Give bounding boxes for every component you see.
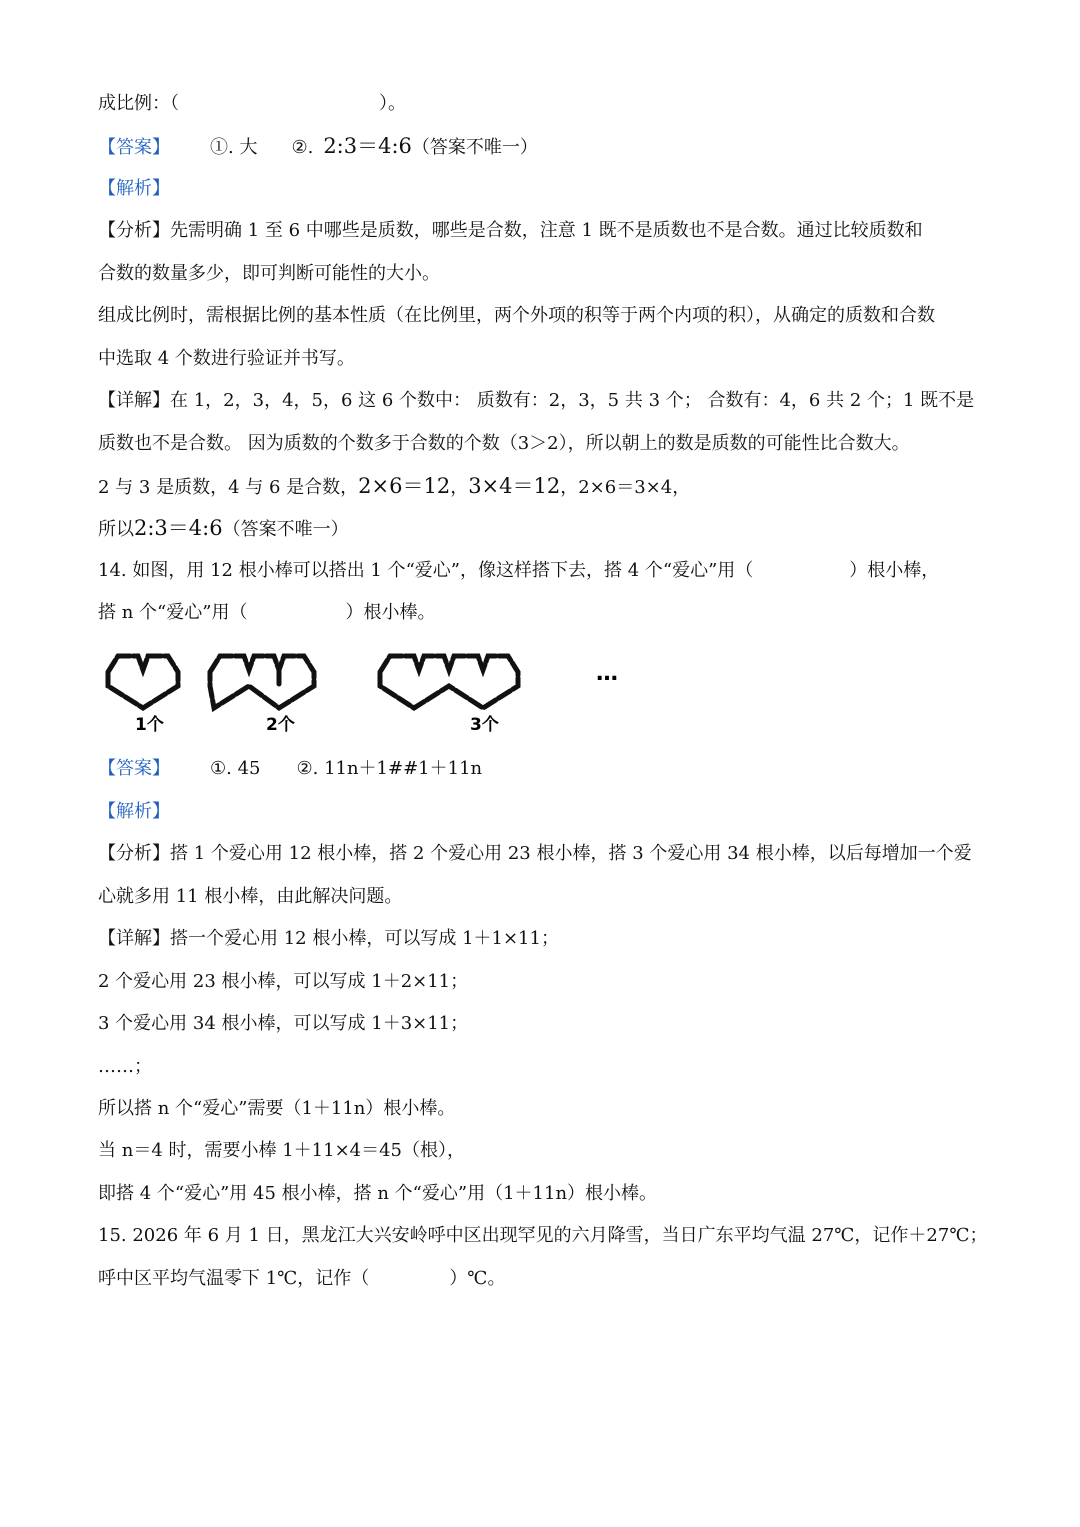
question-14-line2: 搭 n 个“爱心”用（ ）根小棒。 — [98, 602, 436, 623]
analysis-13-line3: 组成比例时，需根据比例的基本性质（在比例里，两个外项的积等于两个内项的积），从确定的质数和合数 — [98, 305, 935, 326]
detail-14-line1: 【详解】搭一个爱心用 12 根小棒，可以写成 1＋1×11； — [98, 928, 559, 949]
detail-14-line2: 2 个爱心用 23 根小棒，可以写成 1＋2×11； — [98, 971, 469, 992]
detail-14-line4: ……； — [98, 1056, 152, 1077]
analysis-13-line1: 【分析】先需明确 1 至 6 中哪些是质数，哪些是合数，注意 1 既不是质数也不是合数。通过比较质数和 — [98, 220, 923, 241]
analysis-14-line1: 【分析】搭 1 个爱心用 12 根小棒，搭 2 个爱心用 23 根小棒，搭 3 个爱心用 34 根小棒，以后每增加一个爱 — [98, 843, 972, 864]
answer-tag: 【答案】 — [98, 758, 170, 779]
detail-13-line2: 质数也不是合数。 因为质数的个数多于合数的个数（3＞2），所以朝上的数是质数的可能性比合数大。 — [98, 433, 910, 454]
detail-13-line1: 【详解】在 1，2，3，4，5，6 这 6 个数中： 质数有：2，3，5 共 3 个； 合数有：4，6 共 2 个；1 既不是 — [98, 390, 975, 411]
question-15-line2: 呼中区平均气温零下 1℃，记作（ ）℃。 — [98, 1268, 506, 1289]
analysis-tag-14: 【解析】 — [98, 801, 170, 822]
heart-group-3 — [380, 656, 518, 708]
detail-14-line3: 3 个爱心用 34 根小棒，可以写成 1＋3×11； — [98, 1013, 469, 1034]
detail-14-line6: 当 n＝4 时，需要小棒 1＋11×4＝45（根）， — [98, 1140, 466, 1161]
figure-label-3: 3个 — [470, 715, 499, 735]
heart-group-2 — [210, 656, 314, 708]
detail-14-line7: 即搭 4 个“爱心”用 45 根小棒，搭 n 个“爱心”用（1＋11n）根小棒。 — [98, 1183, 658, 1204]
detail-14-line5: 所以搭 n 个“爱心”需要（1＋11n）根小棒。 — [98, 1098, 456, 1119]
figure-label-1: 1个 — [135, 715, 164, 735]
hearts-figure — [98, 642, 638, 742]
figure-label-2: 2个 — [266, 715, 295, 735]
answer-14: 【答案】 ①. 45 ②. 11n＋1##1＋11n — [98, 758, 483, 779]
figure-ellipsis: … — [596, 661, 618, 686]
answer-13: 【答案】 ①. 大 ②. 2:3＝4:6（答案不唯一） — [98, 134, 538, 158]
analysis-14-line2: 心就多用 11 根小棒，由此解决问题。 — [98, 886, 403, 907]
question-14-line1: 14. 如图，用 12 根小棒可以搭出 1 个“爱心”，像这样搭下去，搭 4 个“爱心”用（ ）根小棒， — [98, 560, 940, 581]
analysis-13-line4: 中选取 4 个数进行验证并书写。 — [98, 348, 355, 369]
analysis-tag-13: 【解析】 — [98, 178, 170, 199]
heart-group-1 — [108, 656, 178, 708]
analysis-13-line2: 合数的数量多少，即可判断可能性的大小。 — [98, 263, 440, 284]
detail-13-line4: 所以2:3＝4:6（答案不唯一） — [98, 516, 349, 540]
detail-13-line3: 2 与 3 是质数，4 与 6 是合数，2×6＝12，3×4＝12，2×6＝3×4， — [98, 474, 691, 498]
question-15-line1: 15. 2026 年 6 月 1 日，黑龙江大兴安岭呼中区出现罕见的六月降雪，当日广东平均气温 27℃，记作＋27℃； — [98, 1225, 988, 1246]
answer-blank-line: 成比例：（ ）。 — [98, 93, 406, 114]
answer-tag: 【答案】 — [98, 137, 170, 158]
